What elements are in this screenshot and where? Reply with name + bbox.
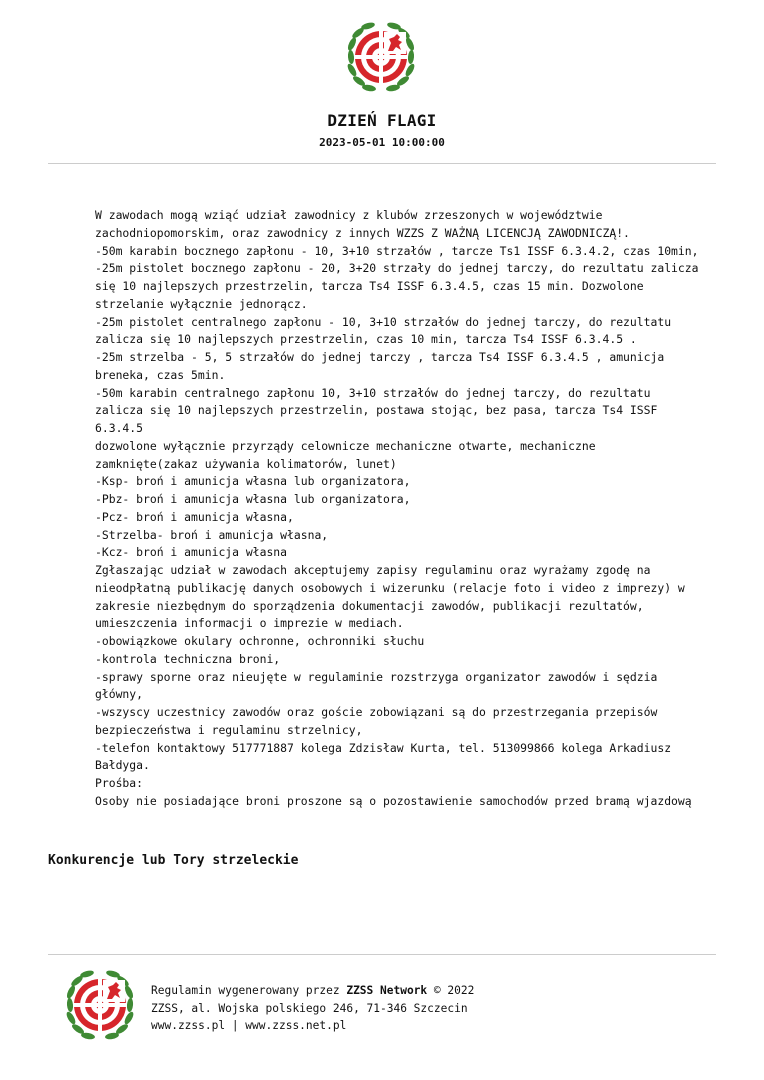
body-line: zachodniopomorskim, oraz zawodnicy z innych WZZS Z WAŻNĄ LICENCJĄ ZAWODNICZĄ!. xyxy=(95,225,630,240)
body-line: -kontrola techniczna broni, xyxy=(95,651,281,666)
event-datetime: 2023-05-01 10:00:00 xyxy=(319,136,445,149)
body-line: Osoby nie posiadające broni proszone są o pozostawienie samochodów przed bramą wjazdową xyxy=(95,793,692,808)
footer-websites: www.zzss.pl | www.zzss.net.pl xyxy=(151,1019,347,1032)
body-line: Prośba: xyxy=(95,776,144,790)
body-line: zamknięte(zakaz używania kolimatorów, lunet) xyxy=(95,456,397,471)
body-line: zalicza się 10 najlepszych przestrzelin, postawa stojąc, bez pasa, tarcza Ts4 ISSF xyxy=(95,403,658,418)
body-line: -Kcz- broń i amunicja własna xyxy=(95,545,288,560)
body-line: zakresie niezbędnym do sporządzenia dokumentacji zawodów, publikacji rezultatów, xyxy=(95,598,644,613)
body-line: nieodpłatną publikację danych osobowych i wizerunku (relacje foto i video z imprezy) w xyxy=(95,580,685,595)
body-line: bezpieczeństwa i regulaminu strzelnicy, xyxy=(95,722,363,737)
body-line: -Strzelba- broń i amunicja własna, xyxy=(95,527,329,542)
page-title: DZIEŃ FLAGI xyxy=(327,111,437,130)
body-line: się 10 najlepszych przestrzelin, tarcza Ts4 ISSF 6.3.4.5, czas 15 min. Dozwolone xyxy=(95,279,644,293)
body-line: -wszyscy uczestnicy zawodów oraz goście zobowiązani są do przestrzegania przepisów xyxy=(95,705,658,719)
body-line: -Ksp- broń i amunicja własna lub organizatora, xyxy=(95,474,411,489)
header-logo-icon xyxy=(341,17,421,97)
body-line: -25m pistolet bocznego zapłonu - 20, 3+20 strzały do jednej tarczy, do rezultatu zalicza xyxy=(95,261,699,276)
regulations-text xyxy=(95,207,720,811)
divider-top xyxy=(48,163,716,164)
body-line: -50m karabin centralnego zapłonu 10, 3+10 strzałów do jednej tarczy, do rezultatu xyxy=(95,385,651,400)
body-line: Zgłaszając udział w zawodach akceptujemy zapisy regulaminu oraz wyrażamy zgodę na xyxy=(95,563,651,577)
body-line: -sprawy sporne oraz nieujęte w regulaminie rozstrzyga organizator zawodów i sędzia xyxy=(95,669,658,684)
body-line: główny, xyxy=(95,687,144,702)
body-line: strzelanie wyłącznie jednorącz. xyxy=(95,296,308,311)
footer-logo-icon xyxy=(60,965,140,1045)
body-line: -Pbz- broń i amunicja własna lub organizatora, xyxy=(95,492,411,506)
body-line: breneka, czas 5min. xyxy=(95,367,226,382)
body-line: 6.3.4.5 xyxy=(95,421,144,435)
body-line: W zawodach mogą wziąć udział zawodnicy z klubów zrzeszonych w województwie xyxy=(95,208,603,222)
body-line: umieszczenia informacji o imprezie w mediach. xyxy=(95,616,404,631)
divider-bottom xyxy=(48,954,716,955)
body-line: -Pcz- broń i amunicja własna, xyxy=(95,509,294,524)
body-line: -50m karabin bocznego zapłonu - 10, 3+10 strzałów , tarcze Ts1 ISSF 6.3.4.2, czas 10min, xyxy=(95,243,699,258)
body-line: -obowiązkowe okulary ochronne, ochronniki słuchu xyxy=(95,634,425,648)
body-line: -telefon kontaktowy 517771887 kolega Zdzisław Kurta, tel. 513099866 kolega Arkadiusz xyxy=(95,740,672,755)
footer xyxy=(151,982,474,1035)
section-heading-competitions: Konkurencje lub Tory strzeleckie xyxy=(48,853,299,868)
body-line: dozwolone wyłącznie przyrządy celownicze mechaniczne otwarte, mechaniczne xyxy=(95,438,596,453)
footer-brand: ZZSS Network xyxy=(346,984,428,997)
footer-generated-line: Regulamin wygenerowany przez ZZSS Network © 2022 xyxy=(151,984,475,997)
body-line: -25m strzelba - 5, 5 strzałów do jednej tarczy , tarcza Ts4 ISSF 6.3.4.5 , amunicja xyxy=(95,350,665,364)
footer-address: ZZSS, al. Wojska polskiego 246, 71-346 Szczecin xyxy=(151,1001,468,1015)
body-line: zalicza się 10 najlepszych przestrzelin, czas 10 min, tarcza Ts4 ISSF 6.3.4.5 . xyxy=(95,332,637,347)
body-line: -25m pistolet centralnego zapłonu - 10, 3+10 strzałów do jednej tarczy, do rezultatu xyxy=(95,314,672,329)
body-line: Bałdyga. xyxy=(95,758,150,773)
